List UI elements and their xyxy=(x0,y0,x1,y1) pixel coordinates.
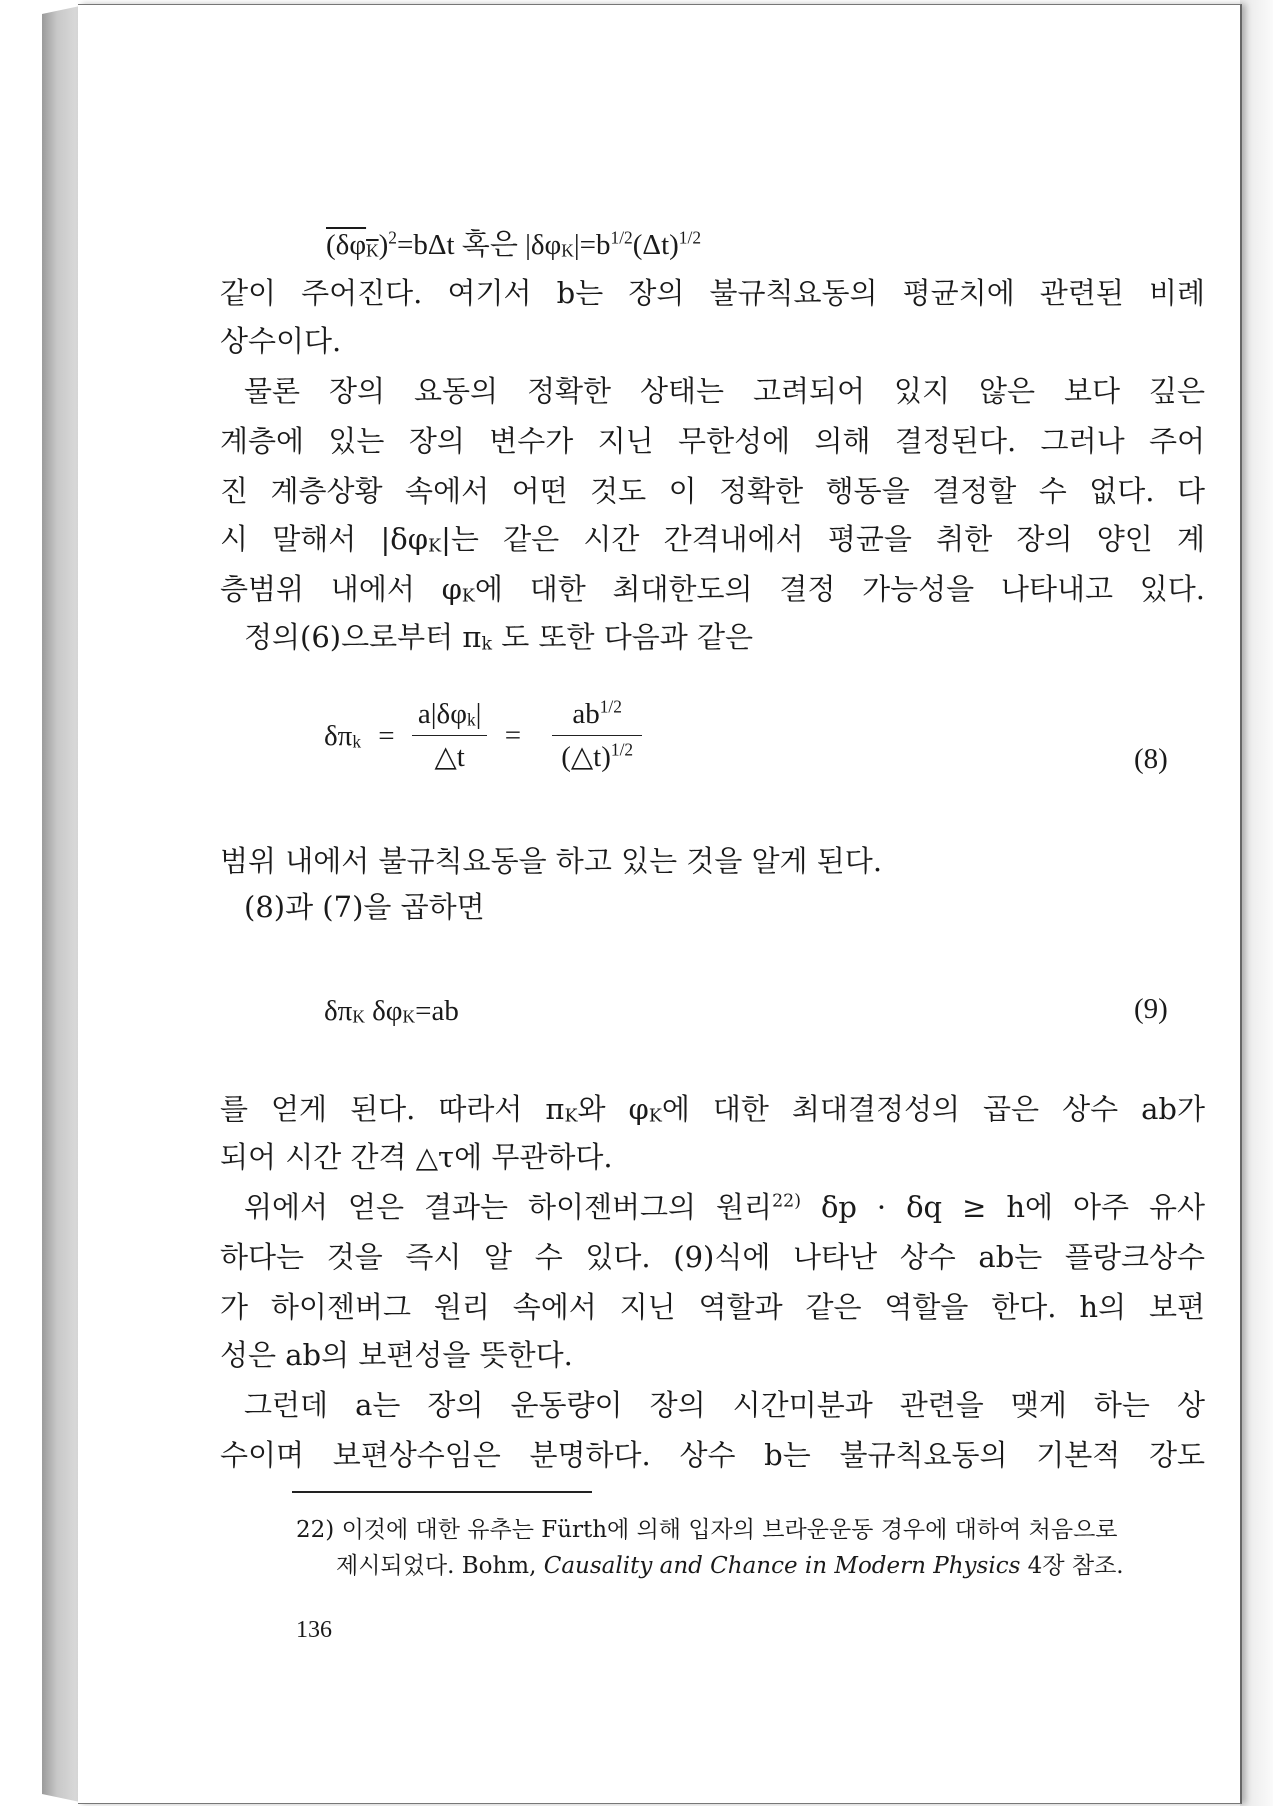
fraction-2: $\frac{ab^{1/2}}{(\triangle t)^{1/2}}$ xyxy=(552,695,642,776)
text-line: 되어 시간 간격 △τ에 무관하다. xyxy=(220,1140,613,1174)
equation-9: $\delta\pi_K$ $\delta\varphi_K=ab$ xyxy=(324,995,459,1027)
text-line: 층범위 내에서 $\varphi_K$에 대한 최대한도의 결정 가능성을 나타내고 있다. xyxy=(220,572,1205,607)
text-line: 상수이다. xyxy=(220,324,342,358)
page-number: 136 xyxy=(296,1617,332,1643)
equation-8: $\delta\pi_k$ = $\frac{a|\delta\varphi_k|}{\triangle t}$ = $\frac{ab^{1/2}}{(\triangle t)^{1/2}}$ xyxy=(324,695,652,776)
text-line: 위에서 얻은 결과는 하이젠버그의 원리$^{22)}$ δp · δq ≥ h에 아주 유사 xyxy=(244,1190,1205,1224)
text-line: 계층에 있는 장의 변수가 지닌 무한성에 의해 결정된다. 그러나 주어 xyxy=(220,424,1205,458)
text-line: 성은 ab의 보편성을 뜻한다. xyxy=(220,1338,573,1372)
background-edge xyxy=(1240,0,1273,1806)
text-line: 물론 장의 요동의 정확한 상태는 고려되어 있지 않은 보다 깊은 xyxy=(244,374,1205,408)
text-line: 하다는 것을 즉시 알 수 있다. (9)식에 나타난 상수 ab는 플랑크상수 xyxy=(220,1240,1205,1274)
text-line: 를 얻게 된다. 따라서 $\pi_K$와 $\varphi_K$에 대한 최대결정성의 곱은 상수 ab가 xyxy=(220,1092,1205,1127)
text-line: 시 말해서 $|\delta\varphi_K|$는 같은 시간 간격내에서 평균을 취한 장의 양인 계 xyxy=(220,522,1205,557)
equation-number-8: (8) xyxy=(1134,743,1168,775)
footnote-number: 22) xyxy=(296,1517,335,1543)
footnote-22-continued: 제시되었다. Bohm, Causality and Chance in Modern Physics 4장 참조. xyxy=(336,1553,1124,1579)
text-line: 수이며 보편상수임은 분명하다. 상수 b는 불규칙요동의 기본적 강도 xyxy=(220,1438,1205,1472)
book-spine xyxy=(42,6,80,1802)
fraction-1: $\frac{a|\delta\varphi_k|}{\triangle t}$ xyxy=(412,695,488,776)
text-line: 가 하이젠버그 원리 속에서 지닌 역할과 같은 역할을 한다. h의 보편 xyxy=(220,1290,1205,1324)
equation-number-9: (9) xyxy=(1134,993,1168,1025)
equation-fluctuation: $(\delta\varphi_K)^2=b\Delta t$ 혹은 $|\delta\varphi_K|=b^{1/2}(\Delta t)^{1/2}$ xyxy=(326,227,702,261)
text-line: 같이 주어진다. 여기서 b는 장의 불규칙요동의 평균치에 관련된 비례 xyxy=(220,276,1205,310)
text-line: (8)과 (7)을 곱하면 xyxy=(244,890,485,924)
text-line: 정의(6)으로부터 $\pi_k$ 도 또한 다음과 같은 xyxy=(244,620,753,655)
book-page xyxy=(78,4,1242,1804)
footnote-line-1: 이것에 대한 유추는 Fürth에 의해 입자의 브라운운동 경우에 대하여 처음으로 xyxy=(341,1517,1118,1543)
footnote-divider xyxy=(292,1491,592,1493)
text-line: 진 계층상황 속에서 어떤 것도 이 정확한 행동을 결정할 수 없다. 다 xyxy=(220,474,1205,508)
footnote-22 xyxy=(296,1513,1118,1547)
text-line: 범위 내에서 불규칙요동을 하고 있는 것을 알게 된다. xyxy=(220,844,883,878)
text-line: 그런데 a는 장의 운동량이 장의 시간미분과 관련을 맺게 하는 상 xyxy=(244,1388,1205,1422)
